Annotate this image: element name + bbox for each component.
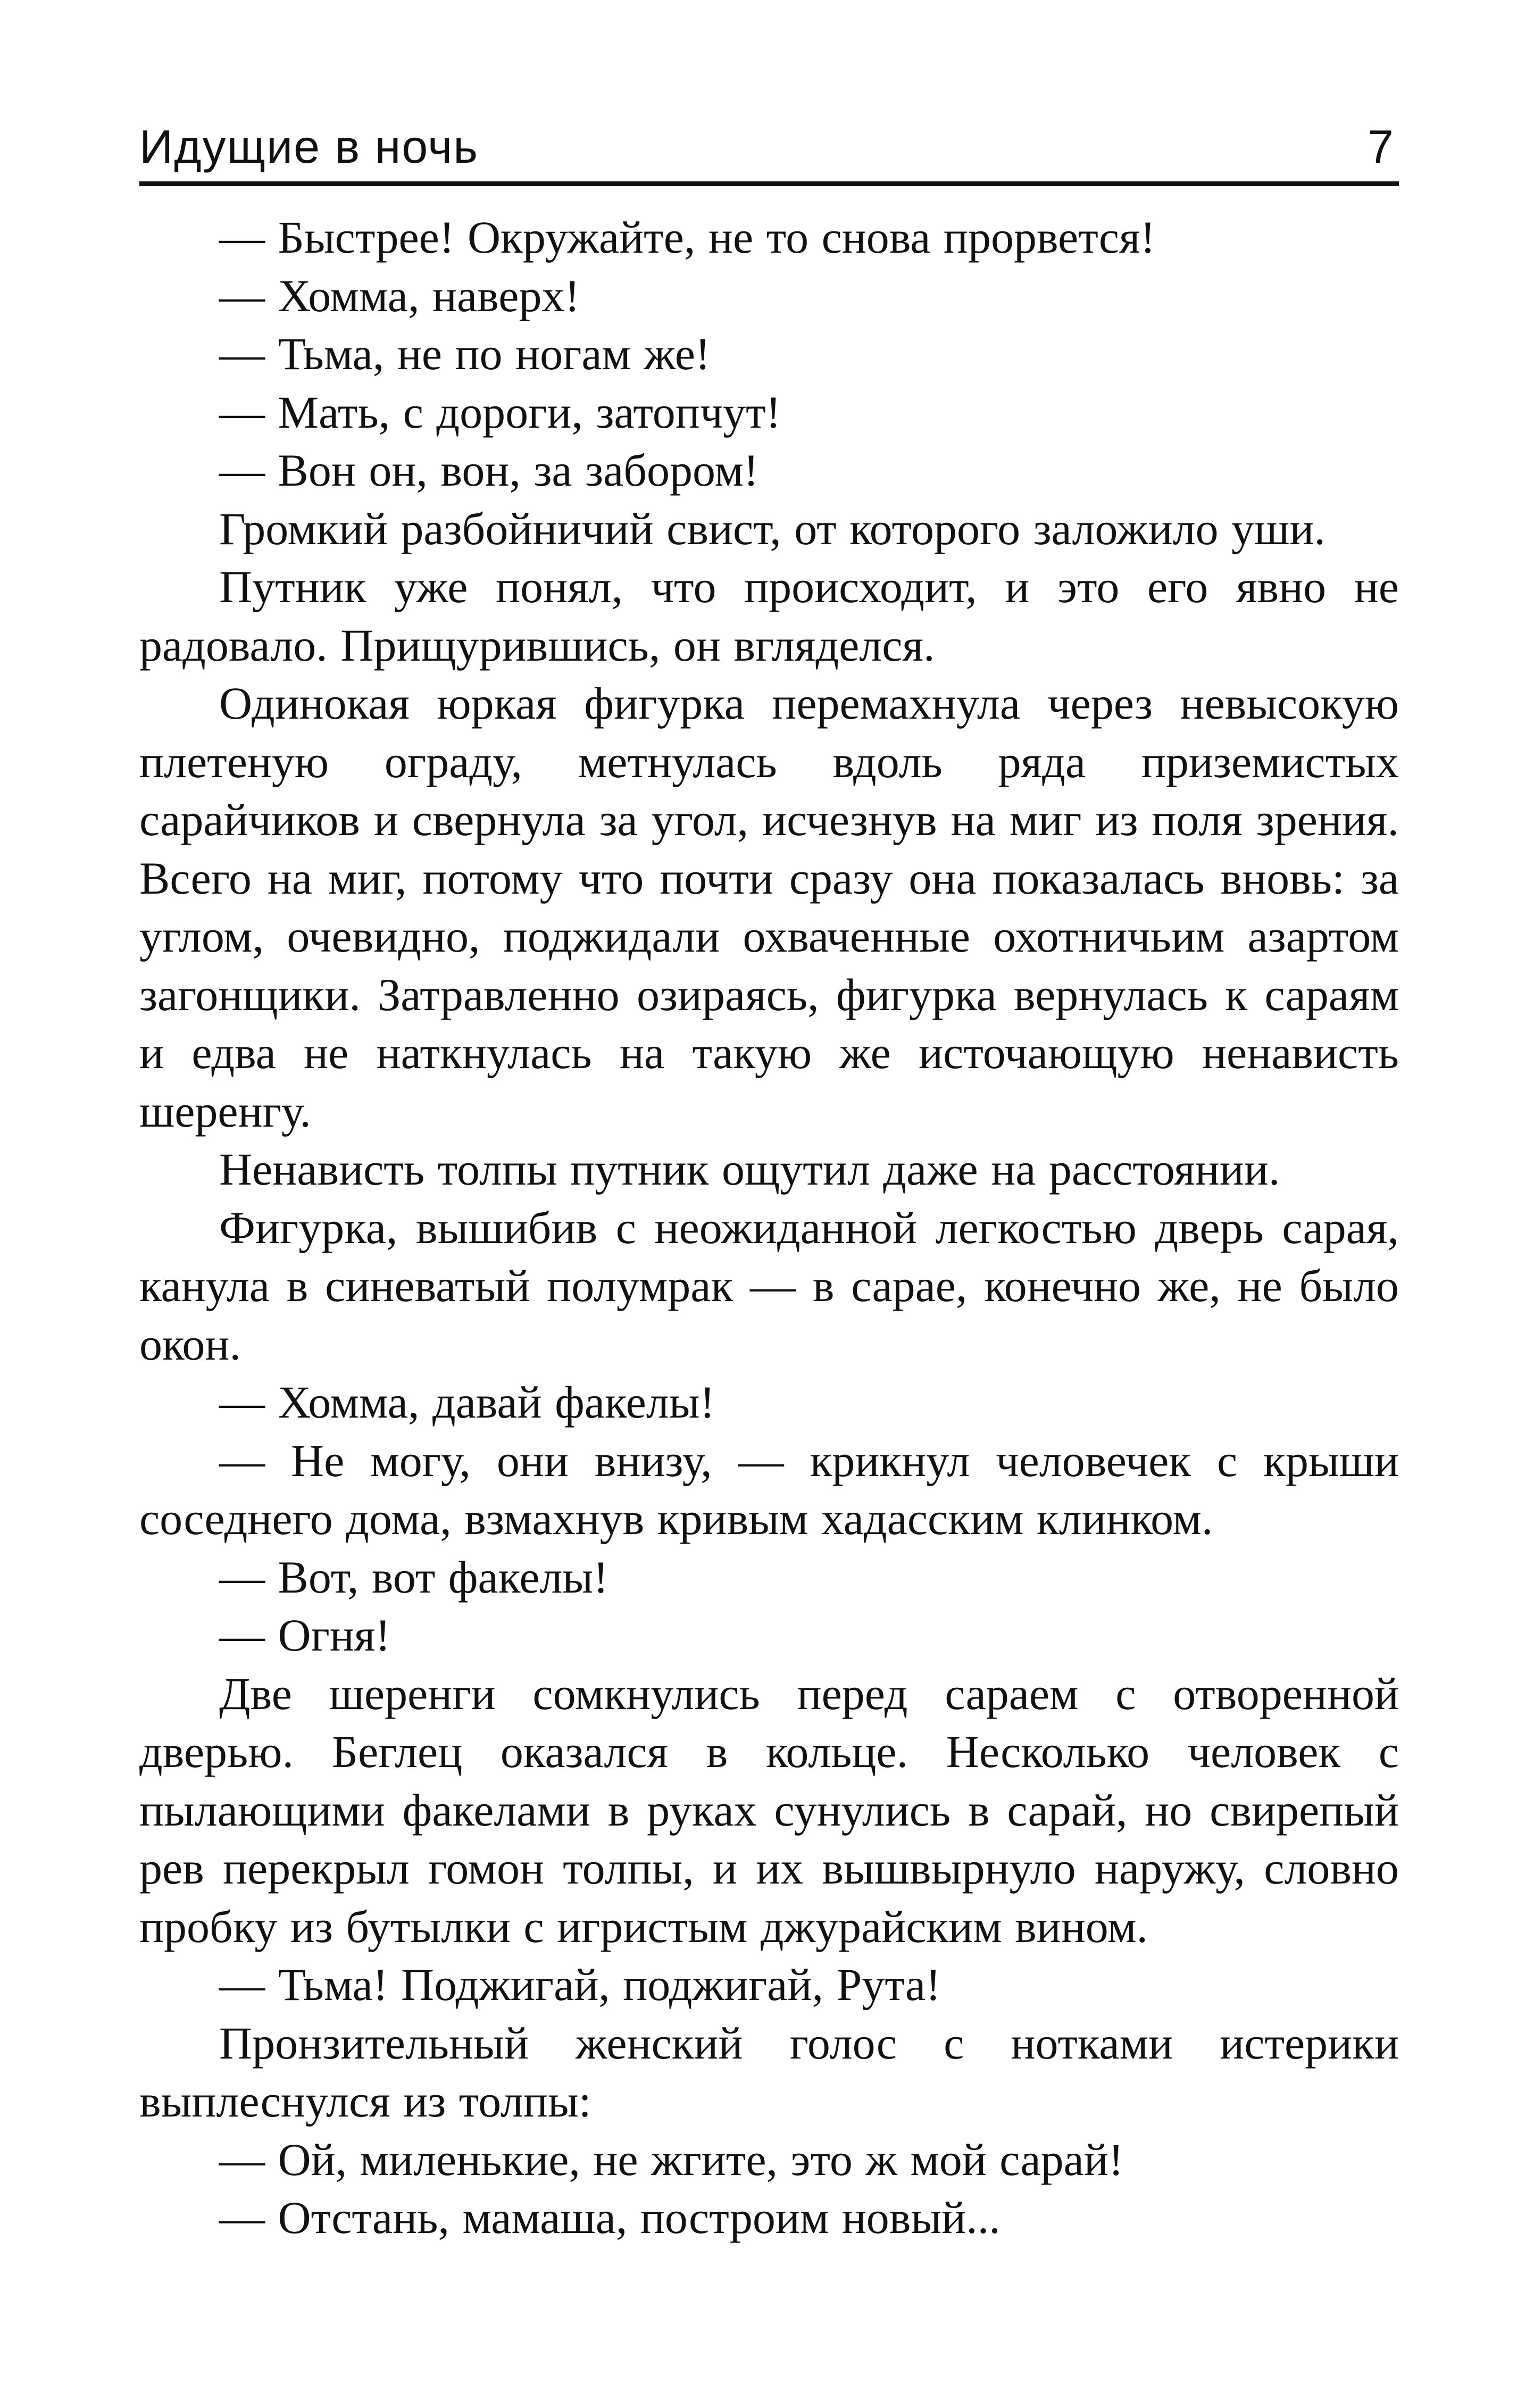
body-text: [139, 209, 1399, 2247]
paragraph: — Мать, с дороги, затопчут!: [219, 386, 781, 438]
page-number: 7: [1368, 120, 1394, 173]
page-header: [139, 106, 1399, 186]
paragraph: — Не могу, они внизу, — крикнул человечек с крыши соседнего дома, взмахнув кривым хадасским клинком.: [139, 1435, 1399, 1544]
paragraph: Путник уже понял, что происходит, и это его явно не радовало. Прищурившись, он вгляделся.: [139, 561, 1399, 671]
paragraph: — Отстань, мамаша, построим новый...: [219, 2192, 1001, 2243]
paragraph: Громкий разбойничий свист, от которого заложило уши.: [219, 503, 1325, 554]
paragraph: — Хомма, давай факелы!: [219, 1377, 715, 1428]
paragraph: Одинокая юркая фигурка перемахнула через невысокую плетеную ограду, метнулась вдоль ряда приземистых сарайчиков и свернула за угол, исчезнув на миг из поля зрения. Всего на миг, потому что почти сразу она показалась вновь: за углом, очевидно, поджидали охваченные охотничьим азартом загонщики. Затравленно озираясь, фигурка вернулась к сараям и едва не наткнулась на такую же источающую ненависть шеренгу.: [139, 678, 1399, 1137]
paragraph: — Вот, вот факелы!: [219, 1551, 608, 1603]
paragraph: — Огня!: [219, 1610, 391, 1661]
paragraph: — Тьма, не по ногам же!: [219, 328, 711, 379]
running-title: Идущие в ночь: [139, 120, 479, 173]
paragraph: Пронзительный женский голос с нотками истерики выплеснулся из толпы:: [139, 2017, 1399, 2127]
paragraph: Ненависть толпы путник ощутил даже на расстоянии.: [219, 1144, 1280, 1195]
paragraph: — Вон он, вон, за забором!: [219, 445, 759, 496]
paragraph: — Тьма! Поджигай, поджигай, Рута!: [219, 1959, 941, 2010]
paragraph: — Ой, миленькие, не жгите, это ж мой сарай!: [219, 2134, 1124, 2185]
paragraph: — Быстрее! Окружайте, не то снова прорвется!: [219, 212, 1156, 263]
header-rule: [139, 181, 1399, 186]
paragraph: Фигурка, вышибив с неожиданной легкостью дверь сарая, канула в синеватый полумрак — в сарае, конечно же, не было окон.: [139, 1202, 1399, 1370]
paragraph: Две шеренги сомкнулись перед сараем с отворенной дверью. Беглец оказался в кольце. Несколько человек с пылающими факелами в руках сунулись в сарай, но свирепый рев перекрыл гомон толпы, и их вышвырнуло наружу, словно пробку из бутылки с игристым джурайским вином.: [139, 1668, 1399, 1952]
paragraph: — Хомма, наверх!: [219, 270, 580, 321]
